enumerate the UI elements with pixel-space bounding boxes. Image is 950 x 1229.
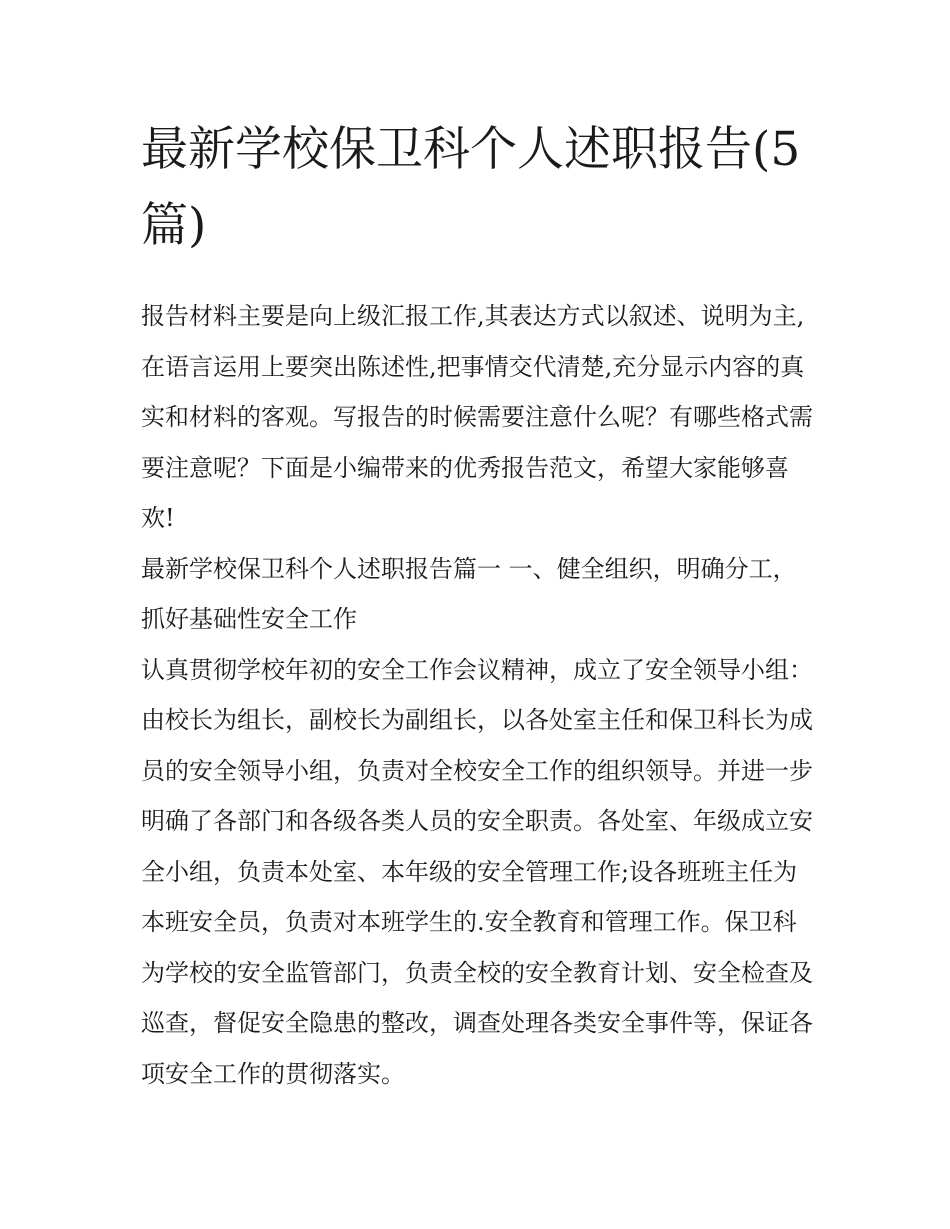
document-page xyxy=(141,112,813,1099)
document-title: 最新学校保卫科个人述职报告(5篇) xyxy=(141,122,801,253)
section-heading-paragraph: 最新学校保卫科个人述职报告篇一 一、健全组织，明确分工，抓好基础性安全工作 xyxy=(141,554,797,633)
body-paragraph: 认真贯彻学校年初的安全工作会议精神，成立了安全领导小组：由校长为组长，副校长为副组长，以各处室主任和保卫科长为成员的安全领导小组，负责对全校安全工作的组织领导。并进一步明确了各部门和各级各类人员的安全职责。各处室、年级成立安全小组，负责本处室、本年级的安全管理工作;设各班班主任为本班安全员，负责对本班学生的.安全教育和管理工作。保卫科为学校的安全监管部门，负责全校的安全教育计划、安全检查及巡查，督促安全隐患的整改，调查处理各类安全事件等，保证各项安全工作的贯彻落实。 xyxy=(141,655,813,1088)
intro-paragraph: 报告材料主要是向上级汇报工作,其表达方式以叙述、说明为主,在语言运用上要突出陈述性,把事情交代清楚,充分显示内容的真实和材料的客观。写报告的时候需要注意什么呢？有哪些格式需要注意呢？下面是小编带来的优秀报告范文，希望大家能够喜欢! xyxy=(141,302,813,532)
